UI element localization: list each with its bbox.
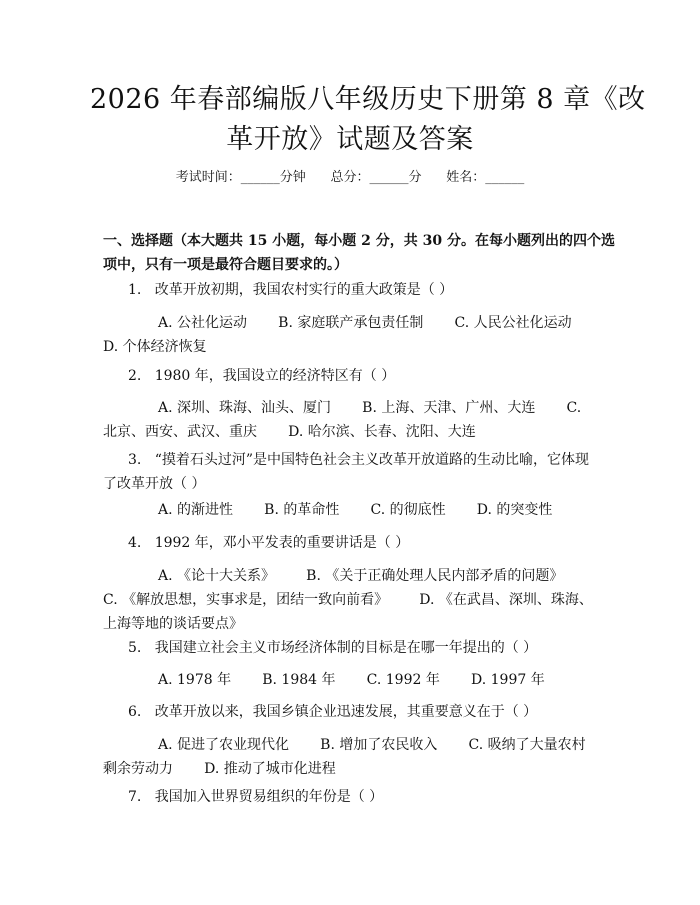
- question-6-options-line-2: 剩余劳动力 D. 推动了城市化进程: [103, 761, 336, 777]
- question-3-stem: [103, 448, 598, 496]
- question-4-stem: 4. 1992 年，邓小平发表的重要讲话是（ ）: [128, 535, 410, 551]
- question-3-stem-line-1: 3. “摸着石头过河”是中国特色社会主义改革开放道路的生动比喻，它体现: [128, 452, 590, 468]
- question-3-stem-line-2: 了改革开放（ ）: [103, 476, 206, 492]
- question-3-options: [103, 498, 598, 522]
- question-1-options: [103, 311, 598, 359]
- question-3-options-line-1: A. 的渐进性 B. 的革命性 C. 的彻底性 D. 的突变性: [158, 502, 553, 518]
- section-heading-line-1: 一、选择题（本大题共 15 小题，每小题 2 分，共 30 分。在每小题列出的四个选: [103, 233, 615, 249]
- section-heading-line-2: 项中，只有一项是最符合题目要求的。）: [103, 257, 348, 273]
- question-2-stem: 2. 1980 年，我国设立的经济特区有（ ）: [128, 368, 396, 384]
- question-2-options-line-1: A. 深圳、珠海、汕头、厦门 B. 上海、天津、广州、大连 C.: [158, 400, 582, 416]
- question-4-options-line-2: C. 《解放思想，实事求是，团结一致向前看》 D. 《在武昌、深圳、珠海、: [103, 592, 593, 608]
- question-6-options-line-1: A. 促进了农业现代化 B. 增加了农民收入 C. 吸纳了大量农村: [158, 737, 586, 753]
- question-1-stem: 1. 改革开放初期，我国农村实行的重大政策是（ ）: [128, 282, 454, 298]
- question-2-options: [103, 396, 598, 444]
- section-heading: [103, 229, 615, 277]
- question-7-stem: 7. 我国加入世界贸易组织的年份是（ ）: [128, 789, 384, 805]
- question-6-options: [103, 733, 598, 781]
- question-6-stem: 6. 改革开放以来，我国乡镇企业迅速发展，其重要意义在于（ ）: [128, 704, 538, 720]
- question-4-options: [103, 564, 598, 636]
- exam-meta-line: 考试时间：______分钟 总分：______分 姓名：______: [175, 170, 525, 185]
- title-line-2: 革开放》试题及答案: [226, 124, 474, 155]
- question-2-options-line-2: 北京、西安、武汉、重庆 D. 哈尔滨、长春、沈阳、大连: [103, 424, 476, 440]
- question-5-options-line-1: A. 1978 年 B. 1984 年 C. 1992 年 D. 1997 年: [158, 672, 545, 688]
- question-1-options-line-1: A. 公社化运动 B. 家庭联产承包责任制 C. 人民公社化运动: [158, 315, 572, 331]
- question-1-options-line-2: D. 个体经济恢复: [103, 339, 207, 355]
- question-5-options: [103, 668, 598, 692]
- page-title: [90, 80, 646, 160]
- question-4-options-line-3: 上海等地的谈话要点》: [103, 616, 243, 632]
- question-4-options-line-1: A. 《论十大关系》 B. 《关于正确处理人民内部矛盾的问题》: [158, 568, 564, 584]
- title-line-1: 2026 年春部编版八年级历史下册第 8 章《改: [90, 84, 646, 115]
- question-5-stem: 5. 我国建立社会主义市场经济体制的目标是在哪一年提出的（ ）: [128, 640, 538, 656]
